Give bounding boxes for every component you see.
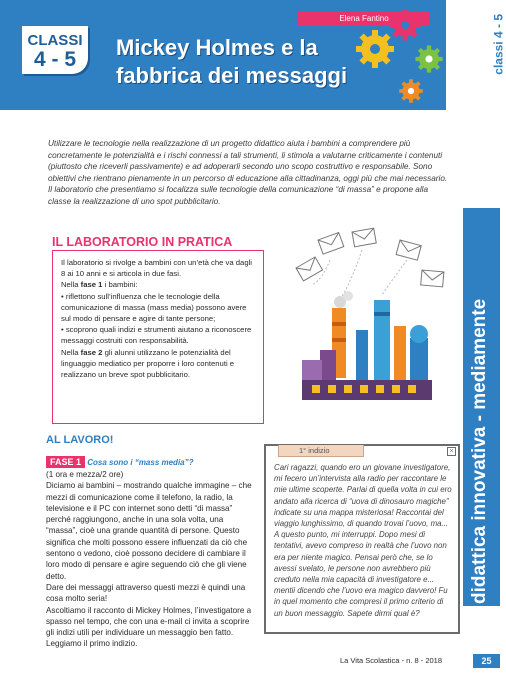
fase-row [46, 456, 194, 468]
laboratorio-heading: IL LABORATORIO IN PRATICA [52, 235, 233, 249]
magazine-footer: La Vita Scolastica - n. 8 - 2018 [340, 656, 443, 665]
fase-badge: FASE 1 [46, 456, 85, 468]
classi-label: CLASSI [27, 32, 83, 49]
laboratorio-p2: Nella fase 1 i bambini: [61, 280, 138, 290]
envelope-icon [396, 240, 421, 260]
indizio-text: Cari ragazzi, quando ero un giovane investigatore, mi fecero un’intervista alla radio per raccontare le mie ultime scoperte. Parlai di quella volta in cui ero andato alla ricerca di “uova di dinosauro magiche” indicate su una mappa misteriosa! Raccontai del viaggio lunghissimo, di quando trovai l’uovo, ma... A questo punto, mi interruppi. Dopo mesi di tentativi, avevo compreso in realtà che l’uovo non era per niente magico. Pensai però che, se lo avessi svelato, le persone non avrebbero più creduto nella mia capacità di investigatore e... mentii dicendo che l’uovo era magico davvero! Fu in quel momento che compresi il primo criterio di un buon messaggio. Sapete dirmi qual è? [274, 463, 452, 618]
lavoro-time: (1 ora e mezza/2 ore) [46, 470, 124, 479]
classi-side-label: classi 4 - 5 [492, 14, 506, 75]
side-banner-text: didattica innovativa - mediamente [469, 298, 490, 604]
intro-paragraph: Utilizzare le tecnologie nella realizzazione di un progetto didattico aiuta i bambini a comprendere più concretamente le potenzialità e i rischi connessi a tali strumenti, li stimola a valutarne criticamente i contenuti (piuttosto che riceverli passivamente) e ad adoperarli secondo uno scopo costruttivo e responsabile. Sono obiettivi che rientrano pienamente in un percorso di educazione alla cittadinanza, oggi più che mai necessario. Il laboratorio che presentiamo si focalizza sulle tecnologie della comunicazione “di massa” e propone alla classe la realizzazione di uno spot pubblicitario. [48, 139, 448, 206]
envelope-icon [421, 270, 444, 287]
author-name: Elena Fantino [298, 11, 430, 26]
gear-icon [414, 44, 444, 74]
envelope-icon [296, 257, 323, 281]
indizio-window [264, 444, 460, 634]
lavoro-heading: AL LAVORO! [46, 434, 114, 446]
envelope-icon [318, 232, 344, 254]
gear-icon [388, 8, 422, 42]
side-banner [463, 208, 500, 606]
indizio-tab: 1° indizio [278, 445, 364, 457]
fase-question: Cosa sono i “mass media”? [87, 458, 194, 467]
lavoro-p1: Diciamo ai bambini – mostrando qualche immagine – che mezzi di comunicazione come il telefono, la radio, la televisione e il PC con internet sono detti “di massa” perché raggiungono, anche in una sola volta, una “massa”, cioè una grande quantità di persone. Questo significa che molti possono essere influenzati da ciò che sentono o vedono, cioè possono decidere di cambiare il loro modo di pensare e agire seguendo ciò che gli viene detto. [46, 481, 252, 581]
laboratorio-p3: Nella fase 2 gli alunni utilizzano le potenzialità del linguaggio mediatico per proporre i loro contenuti e realizzano un breve spot pubblicitario. [61, 347, 235, 380]
gear-icon [398, 78, 424, 104]
laboratorio-bullet-1: • riflettono sull’influenza che le tecnologie della comunicazione di massa (mass media) possono avere sul modo di pensare e agire di tante persone; [61, 291, 247, 324]
page-number: 25 [473, 654, 500, 668]
lavoro-p3: Ascoltiamo il racconto di Mickey Holmes, l’investigatore a spasso nel tempo, che con una e-mail ci invita a scoprire gli indizi utili per individuare un messaggio ben fatto. Leggiamo il primo indizio. [46, 605, 252, 649]
close-icon: × [447, 447, 456, 456]
title-line-1: Mickey Holmes e la [116, 35, 318, 60]
laboratorio-p1: Il laboratorio si rivolge a bambini con un’età che va dagli 8 ai 10 anni e si articola in due fasi. [61, 258, 253, 279]
page-header [0, 0, 506, 110]
classi-badge [22, 26, 88, 74]
laboratorio-box [52, 250, 264, 424]
lavoro-body [46, 469, 252, 650]
laboratorio-bullet-2: • scoprono quali indizi e strumenti aiutano a riconoscere messaggi costruiti con responsabilità. [61, 325, 252, 346]
factory-illustration [282, 230, 452, 420]
title-line-2: fabbrica dei messaggi [116, 63, 348, 88]
classi-range: 4 - 5 [33, 48, 77, 71]
lavoro-p2: Dare dei messaggi attraverso questi mezzi è quindi una cosa molto seria! [46, 582, 246, 604]
envelope-icon [352, 228, 376, 247]
